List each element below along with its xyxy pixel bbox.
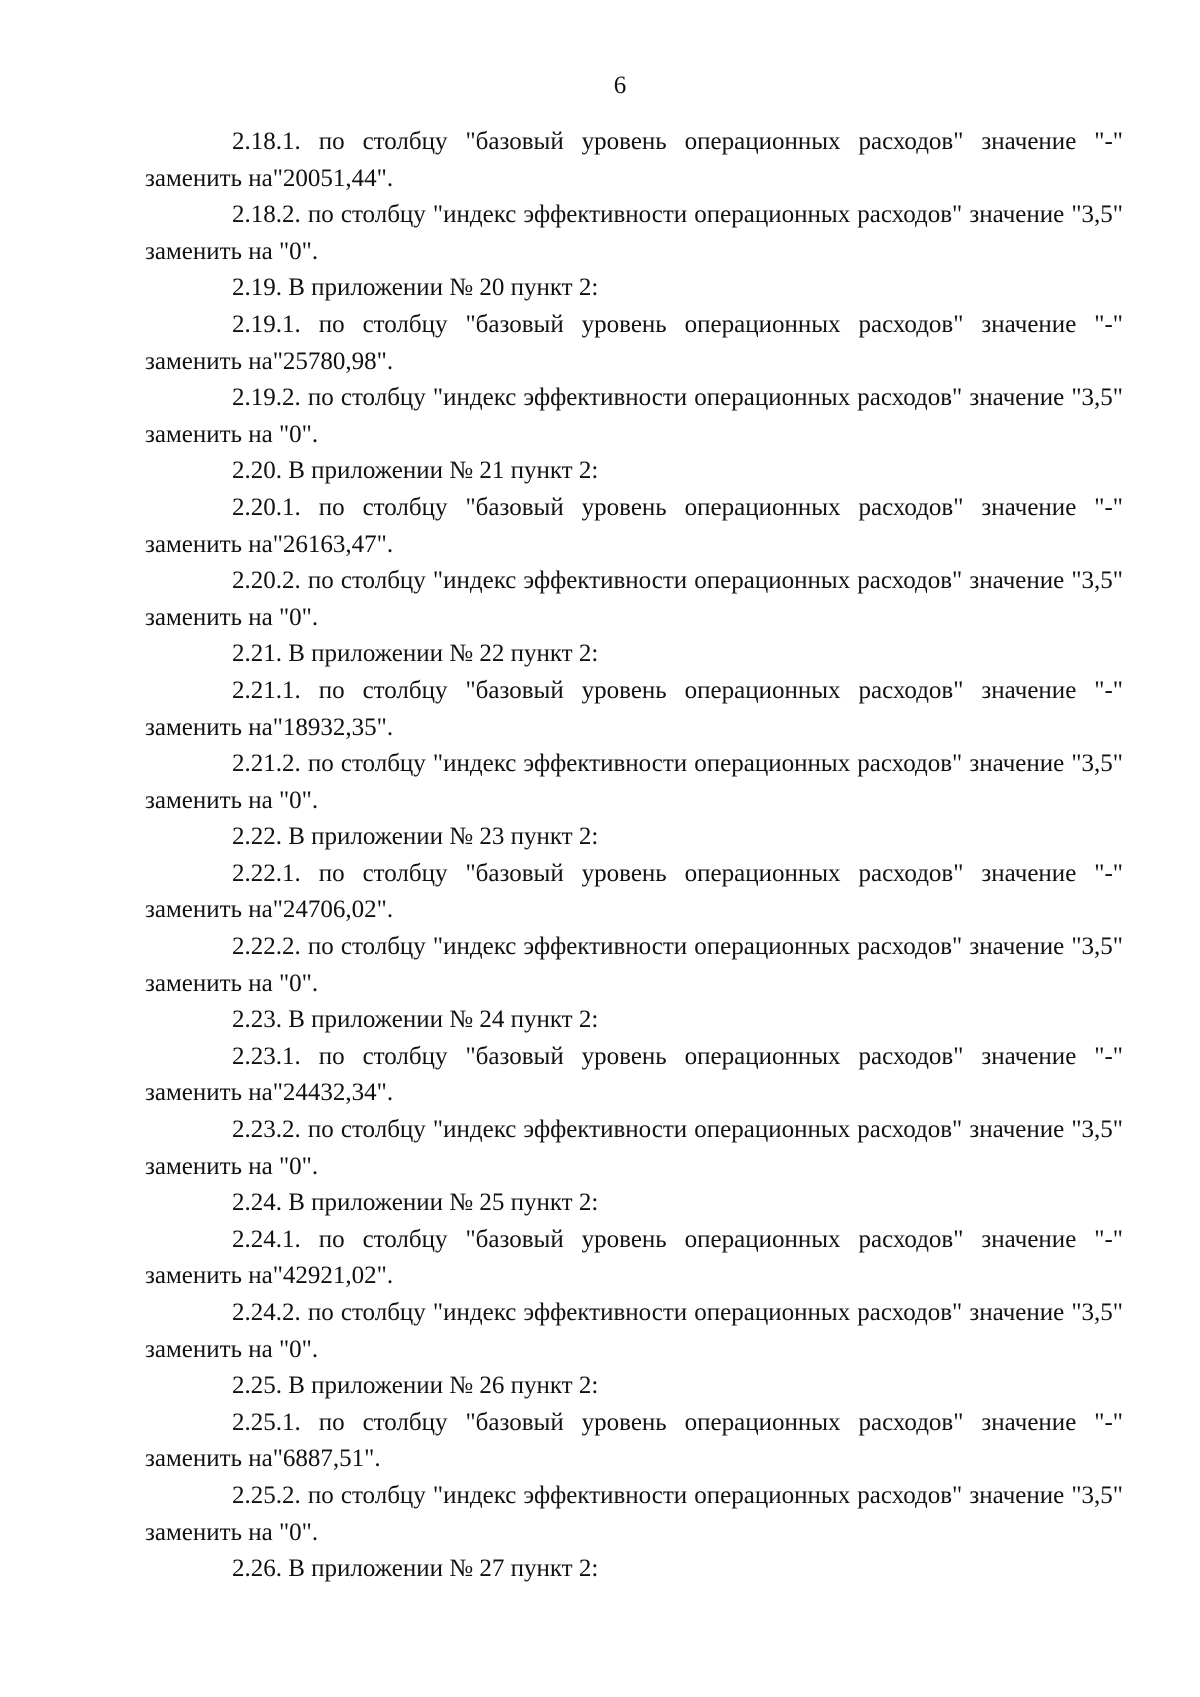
paragraph-2-21: 2.21. В приложении № 22 пункт 2:: [232, 640, 599, 668]
paragraph-2-18-2: 2.18.2. по столбцу "индекс эффективности операционных расходов" значение "3,5" заменить на "0".: [145, 201, 1123, 265]
paragraph-2-20-1: 2.20.1. по столбцу "базовый уровень операционных расходов" значение "-" заменить на"26163,47".: [145, 493, 1123, 558]
paragraph-2-24-1: 2.24.1. по столбцу "базовый уровень операционных расходов" значение "-" заменить на"42921,02".: [145, 1225, 1123, 1290]
paragraph-2-20-2: 2.20.2. по столбцу "индекс эффективности операционных расходов" значение "3,5" заменить на "0".: [145, 567, 1123, 631]
paragraph-2-23: 2.23. В приложении № 24 пункт 2:: [232, 1006, 599, 1034]
paragraph-2-19-1: 2.19.1. по столбцу "базовый уровень операционных расходов" значение "-" заменить на"25780,98".: [145, 310, 1123, 375]
paragraph-2-19: 2.19. В приложении № 20 пункт 2:: [232, 274, 599, 302]
paragraph-2-25-1: 2.25.1. по столбцу "базовый уровень операционных расходов" значение "-" заменить на"6887,51".: [145, 1408, 1123, 1473]
paragraph-2-18-1: 2.18.1. по столбцу "базовый уровень операционных расходов" значение "-" заменить на"20051,44".: [145, 128, 1123, 192]
paragraph-2-22-1: 2.22.1. по столбцу "базовый уровень операционных расходов" значение "-" заменить на"24706,02".: [145, 859, 1123, 924]
paragraph-2-20: 2.20. В приложении № 21 пункт 2:: [232, 457, 599, 485]
paragraph-2-24-2: 2.24.2. по столбцу "индекс эффективности операционных расходов" значение "3,5" заменить на "0".: [145, 1299, 1123, 1363]
document-body: [145, 124, 1123, 1588]
paragraph-2-23-2: 2.23.2. по столбцу "индекс эффективности операционных расходов" значение "3,5" заменить на "0".: [145, 1116, 1123, 1180]
paragraph-2-25: 2.25. В приложении № 26 пункт 2:: [232, 1372, 599, 1400]
paragraph-2-19-2: 2.19.2. по столбцу "индекс эффективности операционных расходов" значение "3,5" заменить на "0".: [145, 384, 1123, 448]
paragraph-2-25-2: 2.25.2. по столбцу "индекс эффективности операционных расходов" значение "3,5" заменить на "0".: [145, 1481, 1123, 1546]
paragraph-2-22-2: 2.22.2. по столбцу "индекс эффективности операционных расходов" значение "3,5" заменить на "0".: [145, 933, 1123, 997]
page-number: 6: [613, 72, 627, 99]
paragraph-2-21-2: 2.21.2. по столбцу "индекс эффективности операционных расходов" значение "3,5" заменить на "0".: [145, 750, 1123, 814]
paragraph-2-24: 2.24. В приложении № 25 пункт 2:: [232, 1189, 599, 1217]
paragraph-2-22: 2.22. В приложении № 23 пункт 2:: [232, 823, 599, 851]
paragraph-2-23-1: 2.23.1. по столбцу "базовый уровень операционных расходов" значение "-" заменить на"24432,34".: [145, 1042, 1123, 1107]
paragraph-2-21-1: 2.21.1. по столбцу "базовый уровень операционных расходов" значение "-" заменить на"18932,35".: [145, 676, 1123, 741]
paragraph-2-26: 2.26. В приложении № 27 пункт 2:: [232, 1555, 599, 1583]
